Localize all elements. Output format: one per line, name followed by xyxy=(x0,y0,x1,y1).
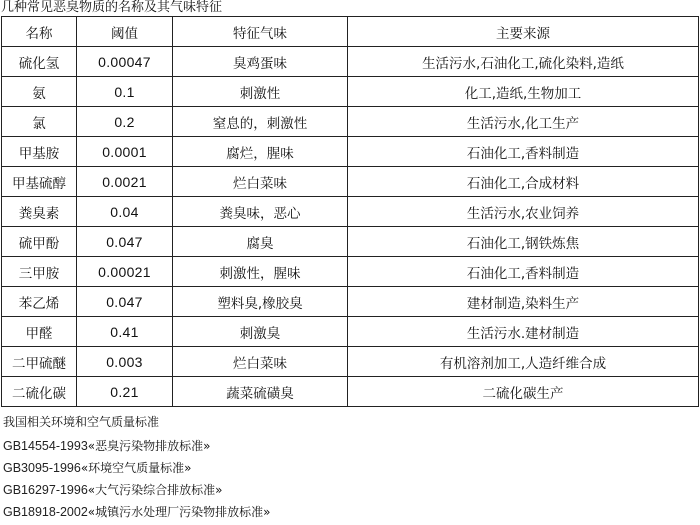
table-row xyxy=(2,227,699,257)
cell-threshold: 0.21 xyxy=(77,377,173,407)
cell-odor: 刺激性 xyxy=(173,77,348,107)
header-odor: 特征气味 xyxy=(173,17,348,47)
cell-odor: 腐烂，腥味 xyxy=(173,137,348,167)
table-row xyxy=(2,167,699,197)
cell-name: 硫化氢 xyxy=(2,47,77,77)
cell-threshold: 0.0021 xyxy=(77,167,173,197)
cell-threshold: 0.047 xyxy=(77,287,173,317)
cell-source: 石油化工,香料制造 xyxy=(348,137,699,167)
table-body xyxy=(2,47,699,407)
table-row xyxy=(2,317,699,347)
standard-code: GB3095-1996 xyxy=(3,461,81,475)
cell-threshold: 0.00021 xyxy=(77,257,173,287)
table-row xyxy=(2,287,699,317)
standards-title: 我国相关环境和空气质量标准 xyxy=(3,415,160,429)
cell-odor: 粪臭味，恶心 xyxy=(173,197,348,227)
cell-source: 化工,造纸,生物加工 xyxy=(348,77,699,107)
standards-section xyxy=(3,413,270,523)
header-name: 名称 xyxy=(2,17,77,47)
cell-odor: 腐臭 xyxy=(173,227,348,257)
table-caption: 几种常见恶臭物质的名称及其气味特征 xyxy=(1,0,223,15)
table-row xyxy=(2,257,699,287)
table-row xyxy=(2,347,699,377)
standard-name: «大气污染综合排放标准» xyxy=(87,483,223,497)
standard-code: GB18918-2002 xyxy=(3,505,88,519)
table-row xyxy=(2,377,699,407)
cell-threshold: 0.003 xyxy=(77,347,173,377)
cell-threshold: 0.2 xyxy=(77,107,173,137)
cell-source: 石油化工,钢铁炼焦 xyxy=(348,227,699,257)
cell-name: 粪臭素 xyxy=(2,197,77,227)
cell-threshold: 0.0001 xyxy=(77,137,173,167)
cell-source: 石油化工,香料制造 xyxy=(348,257,699,287)
cell-odor: 刺激性，腥味 xyxy=(173,257,348,287)
table-row xyxy=(2,47,699,77)
cell-source: 石油化工,合成材料 xyxy=(348,167,699,197)
cell-source: 生活污水,化工生产 xyxy=(348,107,699,137)
standard-item xyxy=(3,501,270,523)
cell-name: 甲基胺 xyxy=(2,137,77,167)
cell-source: 二硫化碳生产 xyxy=(348,377,699,407)
cell-name: 甲基硫醇 xyxy=(2,167,77,197)
header-threshold: 阈值 xyxy=(77,17,173,47)
cell-name: 苯乙烯 xyxy=(2,287,77,317)
cell-name: 氨 xyxy=(2,77,77,107)
table-header-row xyxy=(2,17,699,47)
cell-threshold: 0.00047 xyxy=(77,47,173,77)
cell-source: 有机溶剂加工,人造纤维合成 xyxy=(348,347,699,377)
odor-substances-table xyxy=(1,16,699,407)
table-row xyxy=(2,107,699,137)
cell-name: 二硫化碳 xyxy=(2,377,77,407)
standard-name: «环境空气质量标准» xyxy=(80,461,192,475)
table-row xyxy=(2,137,699,167)
cell-threshold: 0.04 xyxy=(77,197,173,227)
cell-name: 硫甲酚 xyxy=(2,227,77,257)
cell-odor: 刺激臭 xyxy=(173,317,348,347)
table-row xyxy=(2,77,699,107)
cell-threshold: 0.047 xyxy=(77,227,173,257)
header-source: 主要来源 xyxy=(348,17,699,47)
cell-odor: 臭鸡蛋味 xyxy=(173,47,348,77)
table-row xyxy=(2,197,699,227)
standard-name: «恶臭污染物排放标准» xyxy=(87,439,211,453)
cell-name: 甲醛 xyxy=(2,317,77,347)
cell-odor: 窒息的，刺激性 xyxy=(173,107,348,137)
cell-threshold: 0.1 xyxy=(77,77,173,107)
cell-source: 生活污水.建材制造 xyxy=(348,317,699,347)
cell-name: 三甲胺 xyxy=(2,257,77,287)
standard-item xyxy=(3,457,270,479)
cell-name: 氯 xyxy=(2,107,77,137)
standards-list xyxy=(3,435,270,523)
cell-source: 生活污水,农业饲养 xyxy=(348,197,699,227)
standard-code: GB16297-1996 xyxy=(3,483,88,497)
cell-name: 二甲硫醚 xyxy=(2,347,77,377)
cell-threshold: 0.41 xyxy=(77,317,173,347)
cell-odor: 塑料臭,橡胶臭 xyxy=(173,287,348,317)
standard-item xyxy=(3,435,270,457)
cell-odor: 蔬菜硫磺臭 xyxy=(173,377,348,407)
cell-source: 生活污水,石油化工,硫化染料,造纸 xyxy=(348,47,699,77)
standard-name: «城镇污水处理厂污染物排放标准» xyxy=(87,505,271,519)
cell-source: 建材制造,染料生产 xyxy=(348,287,699,317)
standard-code: GB14554-1993 xyxy=(3,439,88,453)
cell-odor: 烂白菜味 xyxy=(173,167,348,197)
standard-item xyxy=(3,479,270,501)
cell-odor: 烂白菜味 xyxy=(173,347,348,377)
